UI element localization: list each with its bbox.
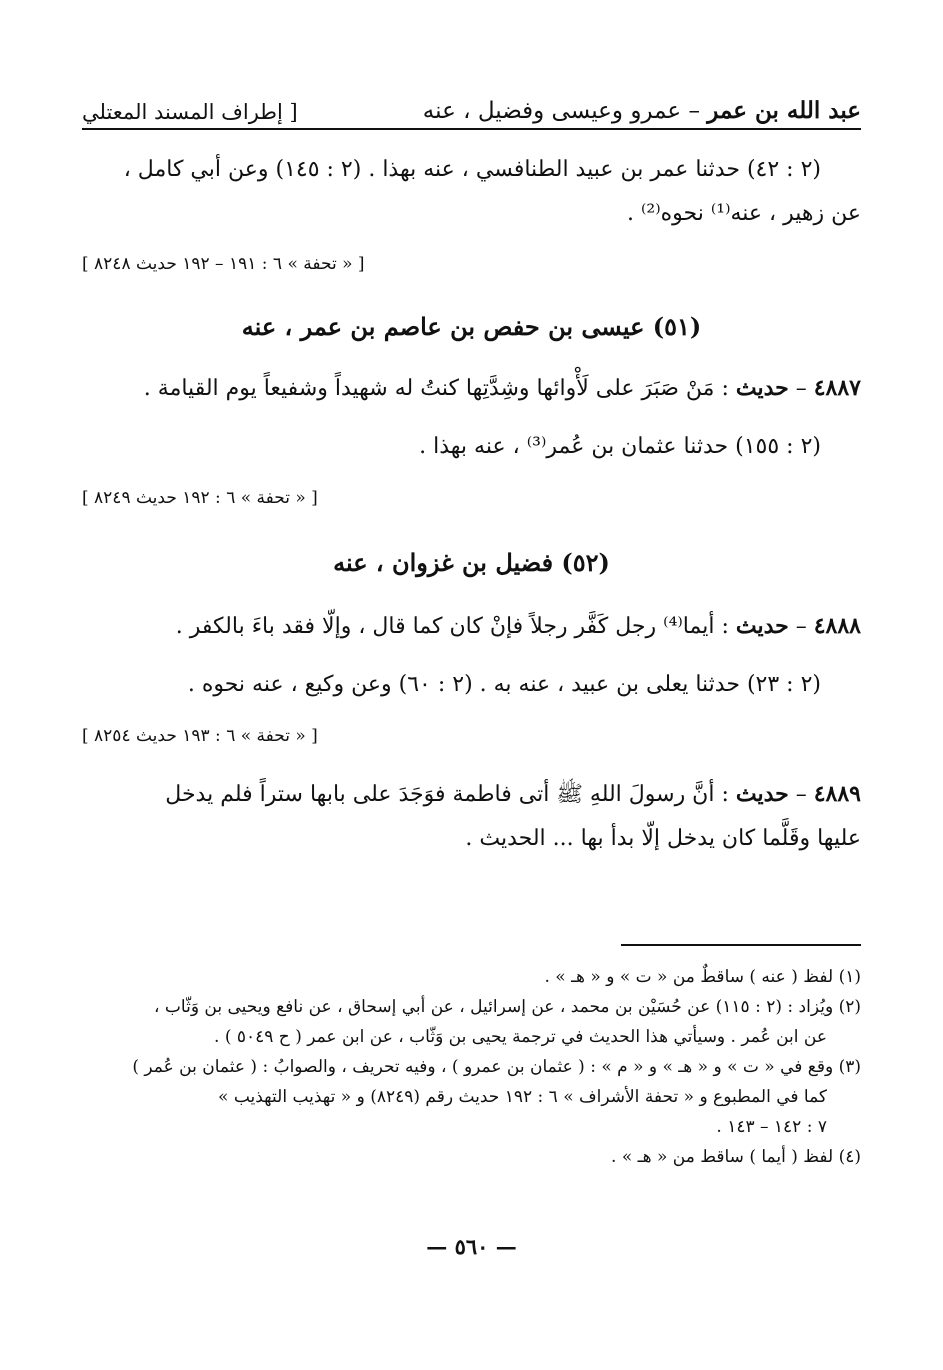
footnote-2-continued: عن ابن عُمر . وسيأتي هذا الحديث في ترجمة يحيى بن وَثّاب ، عن ابن عمر ( ح ٥٠٤٩ ) .: [214, 1027, 827, 1047]
hadith-text: : مَنْ صَبَرَ على لَأْوائها وشِدَّتِها كنتُ له شهيداً وشفيعاً يوم القيامة .: [143, 376, 736, 401]
hadith-number: ٤٨٨٩: [813, 781, 861, 807]
dash: –: [788, 782, 814, 807]
chain-of-narration: (٢ : ٢٣) حدثنا يعلى بن عبيد ، عنه به . (٢ : ٦٠) وعن وكيع ، عنه نحوه .: [187, 672, 821, 697]
section-heading-52: (٥٢) فضيل بن غزوان ، عنه: [333, 548, 610, 577]
source-reference: [ « تحفة » ٦ : ١٩١ – ١٩٢ حديث ٨٢٤٨ ]: [82, 254, 365, 274]
hadith-line: عليها وقَلَّما كان يدخل إلّا بدأ بها ... الحديث .: [465, 826, 861, 851]
footnote-3-continued: ٧ : ١٤٢ – ١٤٣ .: [716, 1117, 827, 1137]
footnote-2: (٢) ويُزاد : (٢ : ١١٥) عن حُسَيْن بن محمد ، عن إسرائيل ، عن أبي إسحاق ، عن نافع ويحيى بن وَثّاب ،: [154, 997, 861, 1017]
hadith-line: [82, 604, 861, 649]
hadith-number: ٤٨٨٨: [813, 613, 861, 639]
hadith-line: [82, 772, 861, 817]
hadith-label: حديث: [735, 781, 789, 807]
hadith-4888: [82, 604, 861, 707]
dash: –: [788, 376, 814, 401]
dash: –: [788, 614, 814, 639]
hadith-label: حديث: [735, 613, 789, 639]
source-reference: [ « تحفة » ٦ : ١٩٢ حديث ٨٢٤٩ ]: [82, 488, 318, 508]
paragraph-line: (٢ : ٤٢) حدثنا عمر بن عبيد الطنافسي ، عنه بهذا . (٢ : ١٤٥) وعن أبي كامل ،: [123, 157, 821, 182]
footnotes: [82, 962, 861, 1172]
hadith-label: حديث: [735, 375, 789, 401]
header-title-bold: عبد الله بن عمر: [707, 97, 861, 124]
header-title-rest: – عمرو وعيسى وفضيل ، عنه: [422, 98, 708, 124]
chain-of-narration: (٢ : ١٥٥) حدثنا عثمان بن عُمر⁽³⁾ ، عنه بهذا .: [419, 434, 821, 459]
running-header: [82, 84, 861, 130]
footnote-separator: [621, 944, 861, 946]
hadith-line: [82, 366, 861, 411]
header-title: [423, 97, 861, 124]
source-reference: [ « تحفة » ٦ : ١٩٣ حديث ٨٢٥٤ ]: [82, 726, 318, 746]
paragraph-continuation: [82, 148, 861, 236]
footnote-4: (٤) لفظ ( أيما ) ساقط من « هـ » .: [611, 1147, 861, 1167]
hadith-text: : أيما⁽⁴⁾ رجل كَفَّر رجلاً فإنْ كان كما قال ، وإلّا فقد باءَ بالكفر .: [175, 614, 736, 639]
hadith-text: : أنَّ رسولَ اللهِ ﷺ أتى فاطمة فوَجَدَ على بابها ستراً فلم يدخل: [165, 782, 736, 807]
footnote-3: (٣) وقع في « ت » و « هـ » و « م » : ( عثمان بن عمرو ) ، وفيه تحريف ، والصوابُ : ( عثمان بن عُمر ): [132, 1057, 861, 1077]
footnote-1: (١) لفظ ( عنه ) ساقطٌ من « ت » و « هـ » .: [544, 967, 861, 987]
hadith-number: ٤٨٨٧: [813, 375, 861, 401]
hadith-4887: [82, 366, 861, 469]
footnote-3-continued: كما في المطبوع و « تحفة الأشراف » ٦ : ١٩٢ حديث رقم (٨٢٤٩) و « تهذيب التهذيب »: [218, 1087, 827, 1107]
hadith-4889: [82, 772, 861, 861]
section-heading-51: (٥١) عيسى بن حفص بن عاصم بن عمر ، عنه: [241, 312, 702, 341]
header-book-title: [ إطراف المسند المعتلي: [82, 100, 298, 124]
page-number: — ٥٦٠ —: [426, 1234, 517, 1259]
paragraph-line: عن زهير ، عنه⁽¹⁾ نحوه⁽²⁾ .: [627, 201, 861, 226]
